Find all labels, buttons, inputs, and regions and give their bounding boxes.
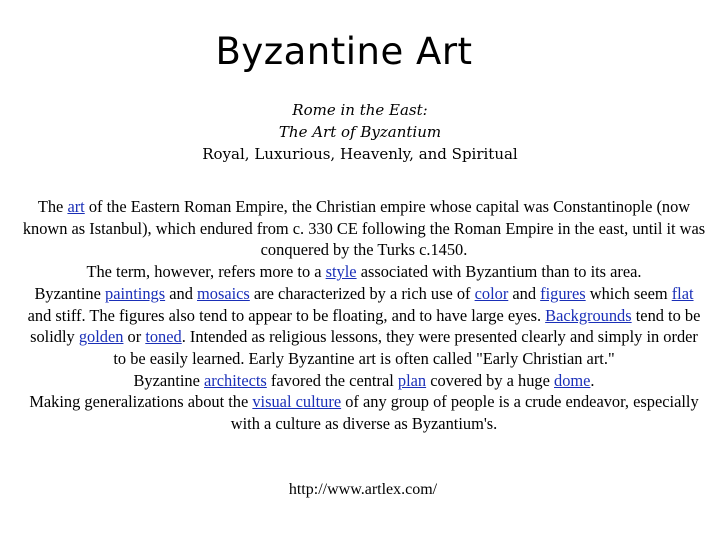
subtitle-line-1: Rome in the East: <box>292 101 428 119</box>
source-url: http://www.artlex.com/ <box>288 481 438 498</box>
text-span: of any group of people is a crude endeavor, especially with a culture as diverse as Byzantium's. <box>230 392 699 434</box>
subtitle-block <box>0 99 720 165</box>
link-flat[interactable]: flat <box>671 283 694 303</box>
text-span: The <box>37 197 68 216</box>
link-backgrounds[interactable]: Backgrounds <box>545 305 632 325</box>
text-span: Byzantine <box>34 283 106 303</box>
link-visual-culture[interactable]: visual culture <box>252 392 342 412</box>
link-golden[interactable]: golden <box>78 327 124 347</box>
body-text <box>22 196 706 435</box>
text-span: Making generalizations about the <box>29 392 253 412</box>
slide-title: Byzantine Art <box>215 30 473 73</box>
text-span: . <box>590 370 595 390</box>
text-span: and <box>508 283 541 303</box>
paragraph-architecture <box>22 370 706 392</box>
paragraph-generalizations <box>22 391 706 434</box>
text-span: . Intended as religious lessons, they were presented clearly and simply in order to be easily learned. Early Byzantine art is often called "Early Christian art." <box>113 327 698 368</box>
link-dome[interactable]: dome <box>554 370 591 390</box>
subtitle-line-3: Royal, Luxurious, Heavenly, and Spiritual <box>202 145 518 163</box>
link-mosaics[interactable]: mosaics <box>197 283 250 303</box>
text-span: The term, however, refers more to a <box>86 262 326 282</box>
link-figures[interactable]: figures <box>540 283 586 303</box>
link-style[interactable]: style <box>325 262 357 282</box>
link-paintings[interactable]: paintings <box>105 283 166 303</box>
paragraph-term <box>22 261 706 283</box>
text-span: associated with Byzantium than to its area. <box>356 262 642 282</box>
link-plan[interactable]: plan <box>397 370 427 390</box>
text-span: or <box>123 327 146 347</box>
subtitle-line-2: The Art of Byzantium <box>278 123 442 141</box>
text-span: and stiff. The figures also tend to appear to be floating, and to have large eyes. <box>27 305 546 325</box>
link-architects[interactable]: architects <box>204 370 267 390</box>
text-span: Byzantine <box>133 370 205 390</box>
link-toned[interactable]: toned <box>145 327 182 347</box>
text-span: tend to be solidly <box>30 305 701 347</box>
text-span: favored the central <box>266 370 398 390</box>
text-span: of the Eastern Roman Empire, the Christian empire whose capital was Constantinople (now known as Istanbul), which endured from c. 330 CE following the Roman Empire in the east, until it was conquered by the Turks c.1450. <box>22 197 706 260</box>
text-span: and <box>165 283 197 303</box>
paragraph-paintings <box>22 283 706 370</box>
link-color[interactable]: color <box>474 283 509 303</box>
text-span: are characterized by a rich use of <box>249 283 475 303</box>
text-span: which seem <box>585 283 672 303</box>
link-art[interactable]: art <box>67 197 85 216</box>
paragraph-definition <box>22 196 706 261</box>
text-span: covered by a huge <box>426 370 554 390</box>
